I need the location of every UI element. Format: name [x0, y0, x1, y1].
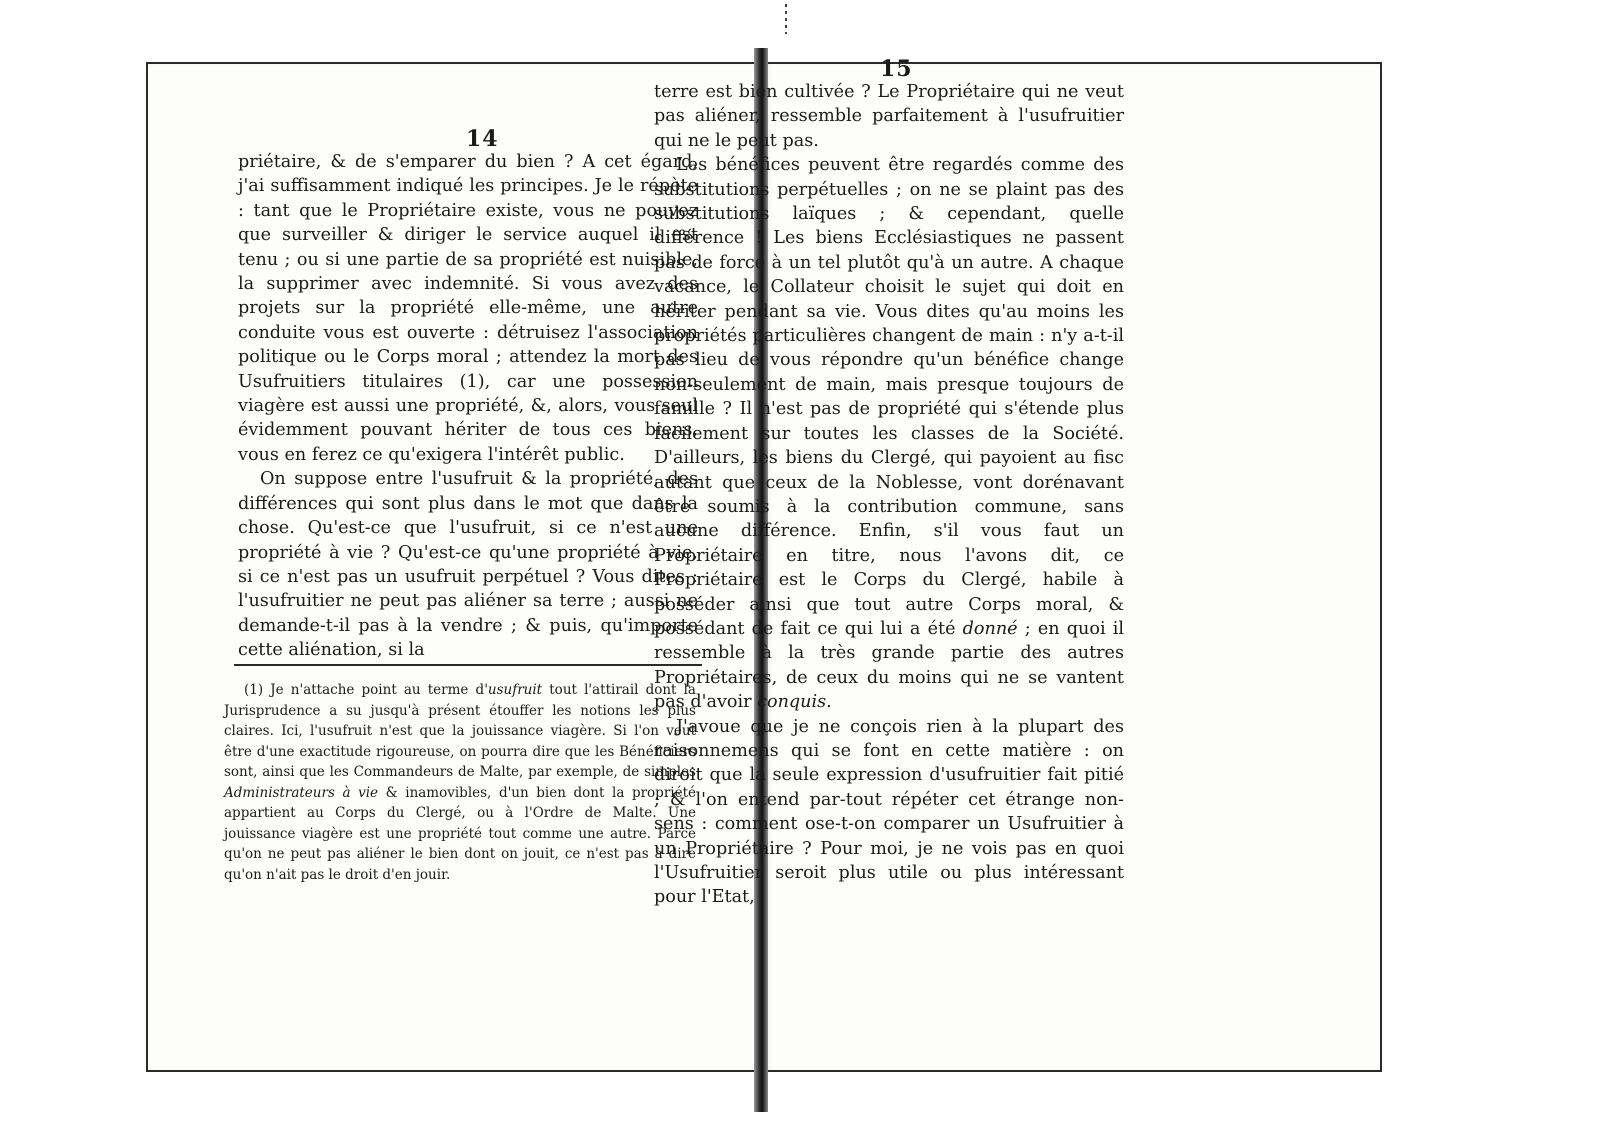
footnote-divider [234, 664, 702, 666]
footnote [224, 680, 696, 885]
footnote-italic-text: Administrateurs à vie [224, 784, 379, 801]
italic-text: donné [962, 618, 1018, 639]
binding-mark [785, 4, 787, 34]
footnote-text: tout l'attirail dont la Jurisprudence a su jusqu'à présent étouffer les notions les plus claires. Ici, l'usufruit n'est que la jouissance viagère. Si l'on veut être d'une exactitude rigoureuse, on pourra dire que les Bénéficiers sont, ainsi que les Commandeurs de Malte, par exemple, de simples [224, 682, 696, 780]
paragraph: terre est bien cultivée ? Le Propriétaire qui ne veut pas aliéner, ressemble parfaitement à l'usufruitier qui ne le peut pas. [654, 82, 1124, 151]
paragraph-text: Les bénéfices peuvent être regardés comme des substitutions perpétuelles ; on ne se plaint pas des substitutions laïques ; & cependant, quelle différence ! Les biens Ecclésiastiques ne passent pas de force à un tel plutôt qu'à un autre. A chaque vacance, le Collateur choisit le sujet qui doit en hériter pendant sa vie. Vous dites qu'au moins les propriétés particulières changent de main : n'y a-t-il pas lieu de vous répondre qu'un bénéfice change non-seulement de main, mais presque toujours de famille ? Il n'est pas de propriété qui s'étende plus facilement sur toutes les classes de la Société. D'ailleurs, les biens du Clergé, qui payoient au fisc autant que ceux de la Noblesse, vont dorénavant être soumis à la contribution commune, sans aucune différence. Enfin, s'il vous faut un Propriétaire en titre, nous l'avons dit, ce Propriétaire est le Corps du Clergé, habile à posséder ainsi que tout autre Corps moral, & possédant de fait ce qui lui a été [654, 155, 1124, 639]
paragraph-text: . [826, 692, 832, 713]
paragraph: priétaire, & de s'emparer du bien ? A cet égard, j'ai suffisamment indiqué les principes. Je le répète : tant que le Propriétaire existe, vous ne pouvez que surveiller & diriger le service auquel il est tenu ; ou si une partie de sa propriété est nuisible, la supprimer avec indemnité. Si vous avez des projets sur la propriété elle-même, une autre conduite vous est ouverte : détruisez l'association politique ou le Corps moral ; attendez la mort des Usufruitiers titulaires (1), car une possession viagère est aussi une propriété, &, alors, vous seul évidemment pouvant hériter de tous ces biens, vous en ferez ce qu'exigera l'intérêt public. [238, 152, 698, 465]
right-page-text [654, 80, 1124, 910]
paragraph-text: ; en quoi il ressemble à la très grande partie des autres Propriétaires, de ceux du moins qui ne se vantent pas d'avoir [654, 618, 1125, 713]
page-number-right: 15 [880, 56, 913, 82]
paragraph [654, 153, 1124, 714]
footnote-text: & inamovibles, d'un bien dont la propriété appartient au Corps du Clergé, ou à l'Ordre de Malte. Une jouissance viagère est une propriété tout comme une autre. Parce qu'on ne peut pas aliéner le bien dont on jouit, ce n'est pas à dire qu'on n'ait pas le droit d'en jouir. [224, 784, 696, 883]
paragraph: J'avoue que je ne conçois rien à la plupart des raisonnemens qui se font en cette matière : on diroit que la seule expression d'usufruitier fait pitié ; & l'on entend par-tout répéter cet étrange non-sens : comment ose-t-on comparer un Usufruitier à un Propriétaire ? Pour moi, je ne vois pas en quoi l'Usufruitier seroit plus utile ou plus intéressant pour l'Etat, [654, 716, 1124, 908]
footnote-text: (1) Je n'attache point au terme d' [244, 682, 488, 698]
italic-text: conquis [757, 692, 827, 713]
page-number-left: 14 [466, 126, 499, 152]
left-page-text [238, 150, 698, 663]
paragraph: On suppose entre l'usufruit & la propriété, des différences qui sont plus dans le mot que dans la chose. Qu'est-ce que l'usufruit, si ce n'est une propriété à vie ? Qu'est-ce qu'une propriété à vie, si ce n'est pas un usufruit perpétuel ? Vous dites : l'usufruitier ne peut pas aliéner sa terre ; aussi ne demande-t-il pas à la vendre ; & puis, qu'importe cette aliénation, si la [238, 469, 698, 661]
footnote-italic-text: usufruit [487, 682, 543, 698]
